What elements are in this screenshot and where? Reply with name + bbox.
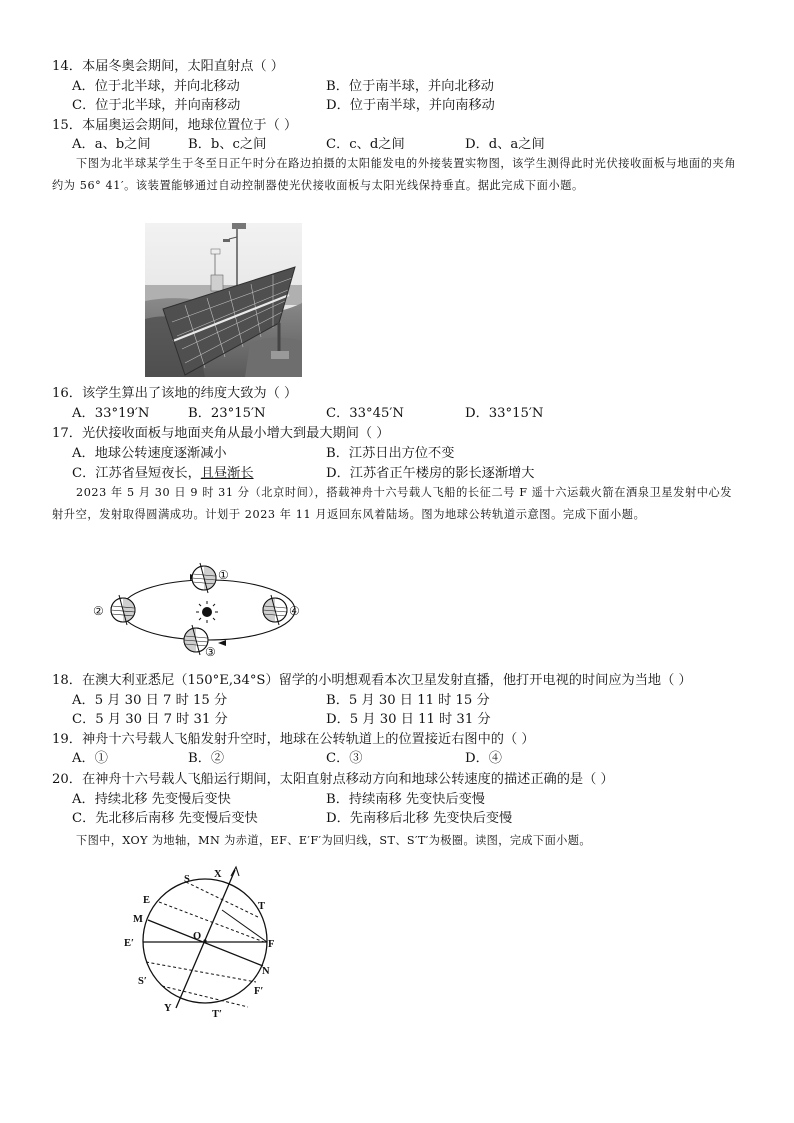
q17-option-a: A．地球公转速度逐渐减小	[72, 446, 227, 461]
q18-option-b: B．5 月 30 日 11 时 15 分	[326, 693, 490, 708]
q20-option-d: D．先南移后北移 先变快后变慢	[326, 811, 513, 826]
globe-label-n: N	[262, 966, 270, 977]
globe-label-m: M	[133, 914, 143, 925]
q14-option-b: B．位于南半球，并向北移动	[326, 79, 494, 94]
q15-option-a: A．a、b之间	[72, 137, 151, 152]
orbit-label-1: ①	[218, 568, 229, 582]
earth-orbit-diagram	[90, 560, 310, 660]
q14-option-a: A．位于北半球，并向北移动	[72, 79, 240, 94]
q14-option-c: C．位于北半球，并向南移动	[72, 98, 241, 113]
q16-option-b: B．23°15′N	[188, 406, 266, 421]
globe-label-t: T	[258, 901, 266, 912]
passage-shenzhou16: 2023 年 5 月 30 日 9 时 31 分（北京时间），搭载神舟十六号载人飞船的长征二号 F 遥十六运载火箭在酒泉卫星发射中心发射升空，发射取得圆满成功。计划于 2023 年 11 月返回东风着陆场。图为地球公转轨道示意图。完成下面小题。	[52, 486, 733, 521]
globe-label-x: X	[214, 869, 222, 880]
globe-label-s: S	[184, 874, 190, 885]
q15-option-c: C．c、d之间	[326, 137, 405, 152]
q15-option-b: B．b、c之间	[188, 137, 267, 152]
globe-label-o: O	[193, 931, 202, 942]
q18-option-d: D．5 月 30 日 11 时 31 分	[326, 712, 491, 727]
q17-stem: 17．光伏接收面板与地面夹角从最小增大到最大期间（ ）	[52, 426, 390, 441]
passage-solar-panel: 下图为北半球某学生于冬至日正午时分在路边拍摄的太阳能发电的外接装置实物图，该学生测得此时光伏接收面板与地面的夹角约为 56° 41′。该装置能够通过自动控制器使光伏接收面板与太阳光线保持垂直。据此完成下面小题。	[52, 157, 737, 192]
earth-position-1	[192, 563, 216, 593]
q19-option-b: B．②	[188, 751, 225, 766]
q20-stem: 20．在神舟十六号载人飞船运行期间，太阳直射点移动方向和地球公转速度的描述正确的是（ ）	[52, 772, 614, 787]
q20-option-b: B．持续南移 先变快后变慢	[326, 792, 485, 807]
q18-option-a: A．5 月 30 日 7 时 15 分	[72, 693, 228, 708]
q20-option-c: C．先北移后南移 先变慢后变快	[72, 811, 258, 826]
globe-label-s-prime: S′	[138, 976, 147, 987]
q17-option-d: D．江苏省正午楼房的影长逐渐增大	[326, 466, 535, 481]
globe-label-e: E	[143, 895, 151, 906]
q16-stem: 16．该学生算出了该地的纬度大致为（ ）	[52, 386, 298, 401]
q17-option-c-part1: C．江苏省昼短夜长，	[72, 466, 201, 481]
q18-option-c: C．5 月 30 日 7 时 31 分	[72, 712, 228, 727]
orbit-label-4: ④	[289, 604, 300, 618]
q16-option-c: C．33°45′N	[326, 406, 404, 421]
globe-label-y: Y	[164, 1003, 172, 1014]
q14-stem: 14．本届冬奥会期间，太阳直射点（ ）	[52, 59, 284, 74]
globe-diagram	[118, 862, 280, 1020]
q17-option-c	[72, 465, 254, 483]
q19-option-d: D．④	[465, 751, 502, 766]
q15-stem: 15．本届奥运会期间，地球位置位于（ ）	[52, 118, 298, 133]
q16-option-d: D．33°15′N	[465, 406, 544, 421]
sun-icon	[196, 601, 218, 623]
q17-option-b: B．江苏日出方位不变	[326, 446, 455, 461]
solar-panel-photo	[145, 223, 302, 377]
q19-stem: 19．神舟十六号载人飞船发射升空时，地球在公转轨道上的位置接近右图中的（ ）	[52, 732, 535, 747]
q17-option-c-part2: 且昼渐长	[200, 466, 254, 481]
q14-option-d: D．位于南半球，并向南移动	[326, 98, 495, 113]
passage-globe: 下图中，XOY 为地轴，MN 为赤道，EF、E′F′为回归线，ST、S′T′为极圈。读图，完成下面小题。	[76, 834, 591, 847]
q15-option-d: D．d、a之间	[465, 137, 545, 152]
q19-option-a: A．①	[72, 751, 108, 766]
q16-option-a: A．33°19′N	[72, 406, 150, 421]
globe-label-e-prime: E′	[124, 938, 134, 949]
q18-stem: 18．在澳大利亚悉尼（150°E,34°S）留学的小明想观看本次卫星发射直播，他打开电视的时间应为当地（ ）	[52, 673, 692, 688]
earth-position-4	[263, 595, 287, 625]
orbit-label-2: ②	[93, 604, 104, 618]
globe-label-t-prime: T′	[212, 1009, 222, 1020]
orbit-label-3: ③	[205, 645, 216, 659]
globe-label-f: F	[268, 939, 275, 950]
globe-label-f-prime: F′	[254, 986, 264, 997]
q20-option-a: A．持续北移 先变慢后变快	[72, 792, 231, 807]
q19-option-c: C．③	[326, 751, 363, 766]
earth-position-2	[111, 595, 135, 625]
